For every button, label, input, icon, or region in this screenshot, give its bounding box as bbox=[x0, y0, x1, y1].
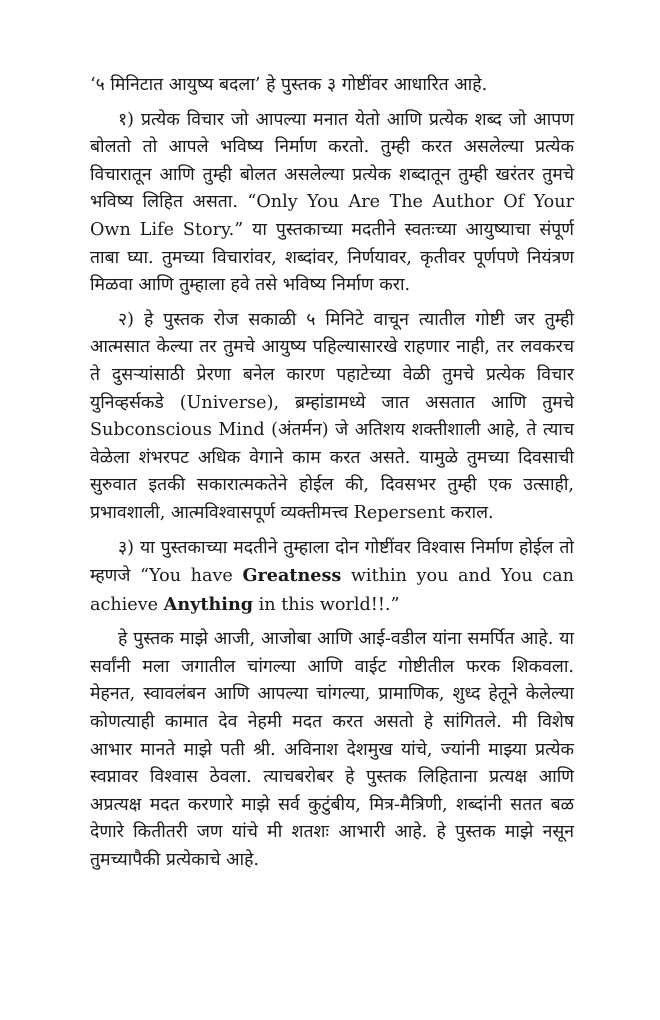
point-1-paragraph: १) प्रत्येक विचार जो आपल्या मनात येतो आणि प्रत्येक शब्द जो आपण बोलतो तो आपले भविष्य निर्माण करतो. तुम्ही करत असलेल्या प्रत्येक विचारातून आणि तुम्ही बोलत असलेल्या प्रत्येक शब्दातून तुम्ही खरंतर तुमचे भविष्य लिहित असता. “Only You Are The Author Of Your Own Life Story.” या पुस्तकाच्या मदतीने स्वतःच्या आयुष्याचा संपूर्ण ताबा घ्या. तुमच्या विचारांवर, शब्दांवर, निर्णयावर, कृतीवर पूर्णपणे नियंत्रण मिळवा आणि तुम्हाला हवे तसे भविष्य निर्माण करा. bbox=[90, 109, 574, 296]
point-3-paragraph bbox=[90, 535, 574, 620]
point-3-text-2: within you and You can achieve bbox=[90, 566, 574, 615]
point-3-text-3: in this world!!.” bbox=[253, 594, 400, 615]
dedication-paragraph: हे पुस्तक माझे आजी, आजोबा आणि आई-वडील यांना समर्पित आहे. या सर्वांनी मला जगातील चांगल्या आणि वाईट गोष्टीतील फरक शिकवला. मेहनत, स्वावलंबन आणि आपल्या चांगल्या, प्रामाणिक, शुध्द हेतूने केलेल्या कोणत्याही कामात देव नेहमी मदत करत असतो हे सांगितले. मी विशेष आभार मानते माझे पती श्री. अविनाश देशमुख यांचे, ज्यांनी माझ्या प्रत्येक स्वप्नावर विश्वास ठेवला. त्याचबरोबर हे पुस्तक लिहिताना प्रत्यक्ष आणि अप्रत्यक्ष मदत करणारे माझे सर्व कुटुंबीय, मित्र-मैत्रिणी, शब्दांनी सतत बळ देणारे कितीतरी जण यांचे मी शतशः आभारी आहे. हे पुस्तक माझे नसून तुमच्यापैकी प्रत्येकाचे आहे. bbox=[90, 629, 574, 871]
anything-bold: Anything bbox=[163, 593, 254, 615]
greatness-bold: Greatness bbox=[242, 565, 342, 587]
point-2-paragraph: २) हे पुस्तक रोज सकाळी ५ मिनिटे वाचून त्यातील गोष्टी जर तुम्ही आत्मसात केल्या तर तुमचे आयुष्य पहिल्यासारखे राहणार नाही, तर लवकरच ते दुसऱ्यांसाठी प्रेरणा बनेल कारण पहाटेच्या वेळी तुमचे प्रत्येक विचार युनिव्हर्सकडे (Universe), ब्रम्हांडामध्ये जात असतात आणि तुमचे Subconscious Mind (अंतर्मन) जे अतिशय शक्तीशाली आहे, ते त्याच वेळेला शंभरपट अधिक वेगाने काम करत असते. यामुळे तुमच्या दिवसाची सुरुवात इतकी सकारात्मकतेने होईल की, दिवसभर तुम्ही एक उत्साही, प्रभावशाली, आत्मविश्वासपूर्ण व्यक्तीमत्त्व Repersent कराल. bbox=[90, 309, 574, 523]
intro-paragraph: ‘५ मिनिटात आयुष्य बदला’ हे पुस्तक ३ गोष्टींवर आधारित आहे. bbox=[90, 75, 488, 95]
point-3-text-1: ३) या पुस्तकाच्या मदतीने तुम्हाला दोन गोष्टींवर विश्वास निर्माण होईल तो म्हणजे “You have bbox=[90, 537, 574, 587]
book-page bbox=[90, 72, 574, 882]
